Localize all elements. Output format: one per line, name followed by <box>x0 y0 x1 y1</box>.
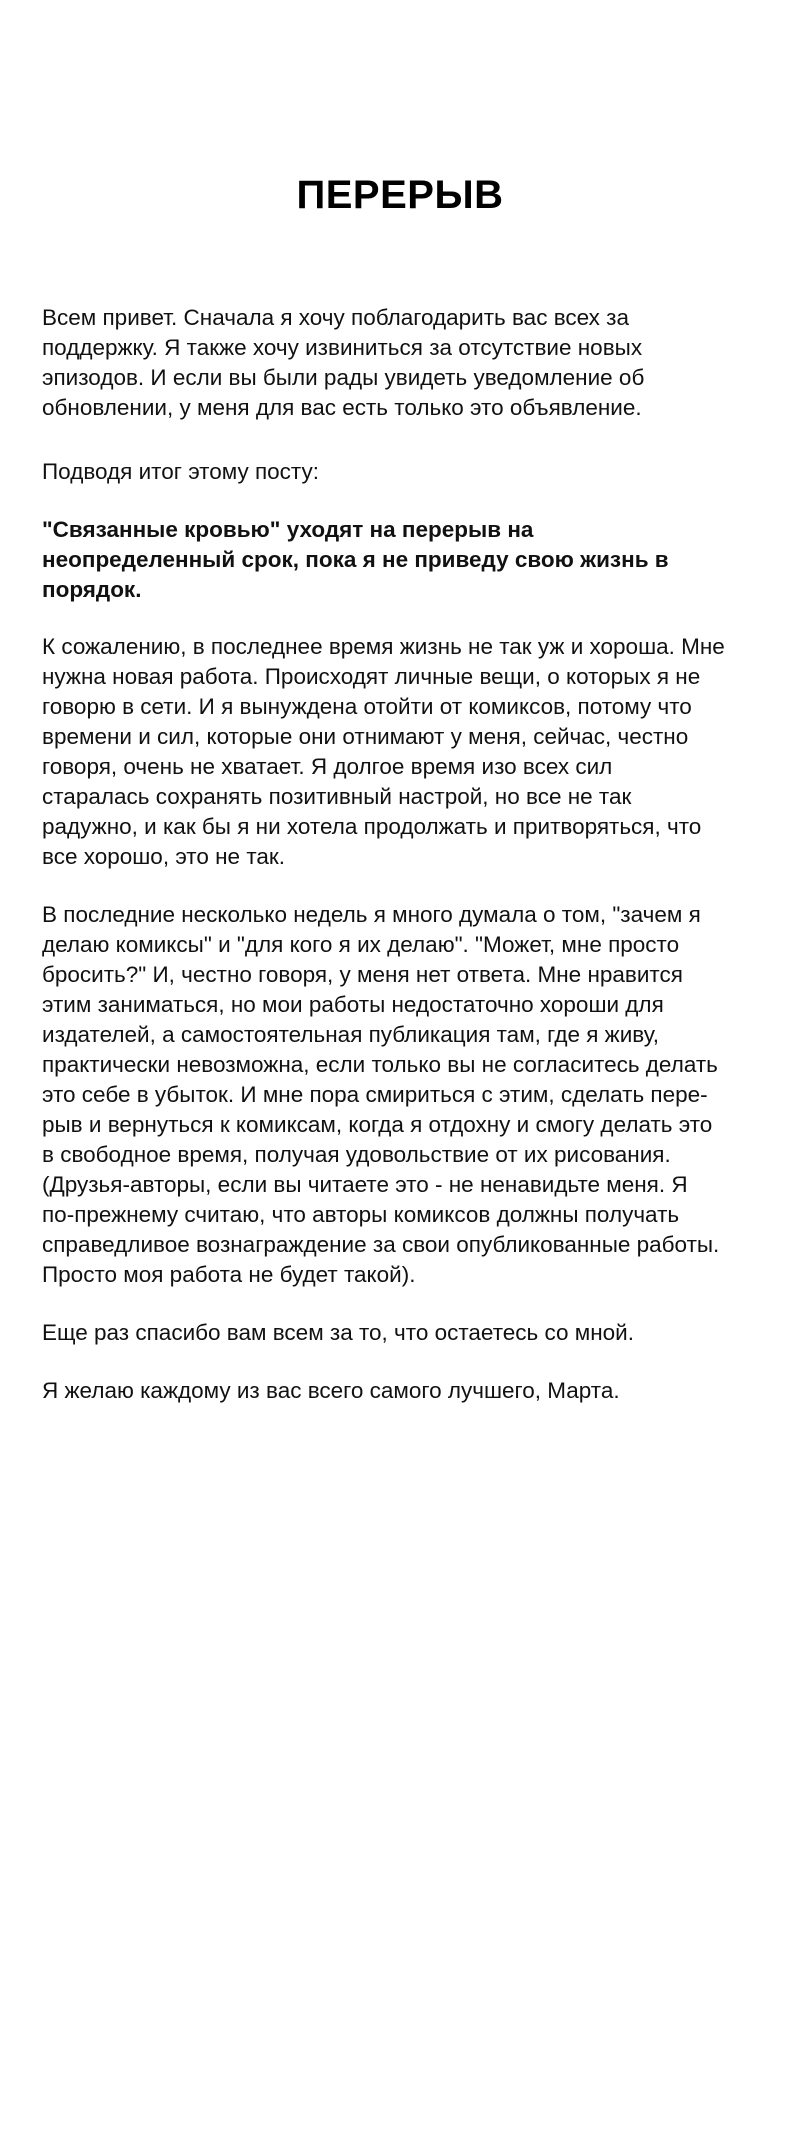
paragraph-summary-lead: Подводя итог этому посту: <box>42 459 319 484</box>
paragraph-intro: Всем привет. Сначала я хочу поблагодарить вас всех за поддержку. Я также хочу извиниться за отсутствие новых эпизодов. И если вы были рады увидеть уведомление об обновлении, у меня для вас есть только это объявление. <box>42 305 645 420</box>
paragraph-signoff: Я желаю каждому из вас всего самого лучшего, Марта. <box>42 1378 620 1403</box>
post-body <box>0 303 800 1406</box>
page-title: ПЕРЕРЫВ <box>296 173 504 217</box>
paragraph-reflection: В последние несколько недель я много думала о том, "зачем я делаю комиксы" и "для кого я их делаю". "Может, мне просто бросить?" И, честно говоря, у меня нет ответа. Мне нравится этим заниматься, но мои работы недостаточно хороши для издателей, а самостоятельная публикация там, где я живу, практически невозможна, если только вы не согласитесь делать это себе в убыток. И мне пора смириться с этим, сделать перерыв и вернуться к комиксам, когда я отдохну и смогу делать это в свободное время, получая удовольствие от их рисования. (Друзья-авторы, если вы читаете это - не ненавидьте меня. Я по-прежнему считаю, что авторы комиксов должны получать справедливое вознаграждение за свои опубликованные работы. Просто моя работа не будет такой). <box>42 902 720 1287</box>
paragraph-life-situation: К сожалению, в последнее время жизнь не так уж и хороша. Мне нужна новая работа. Происходят личные вещи, о которых я не говорю в сети. И я вынуждена отойти от комиксов, потому что времени и сил, которые они отнимают у меня, сейчас, честно говоря, очень не хватает. Я долгое время изо всех сил старалась сохранять позитивный настрой, но все не так радужно, и как бы я ни хотела продолжать и притворяться, что все хорошо, это не так. <box>42 634 725 869</box>
paragraph-hiatus-announcement: "Связанные кровью" уходят на перерыв на неопределенный срок, пока я не приведу свою жизнь в порядок. <box>42 517 669 602</box>
paragraph-thanks: Еще раз спасибо вам всем за то, что остаетесь со мной. <box>42 1320 634 1345</box>
